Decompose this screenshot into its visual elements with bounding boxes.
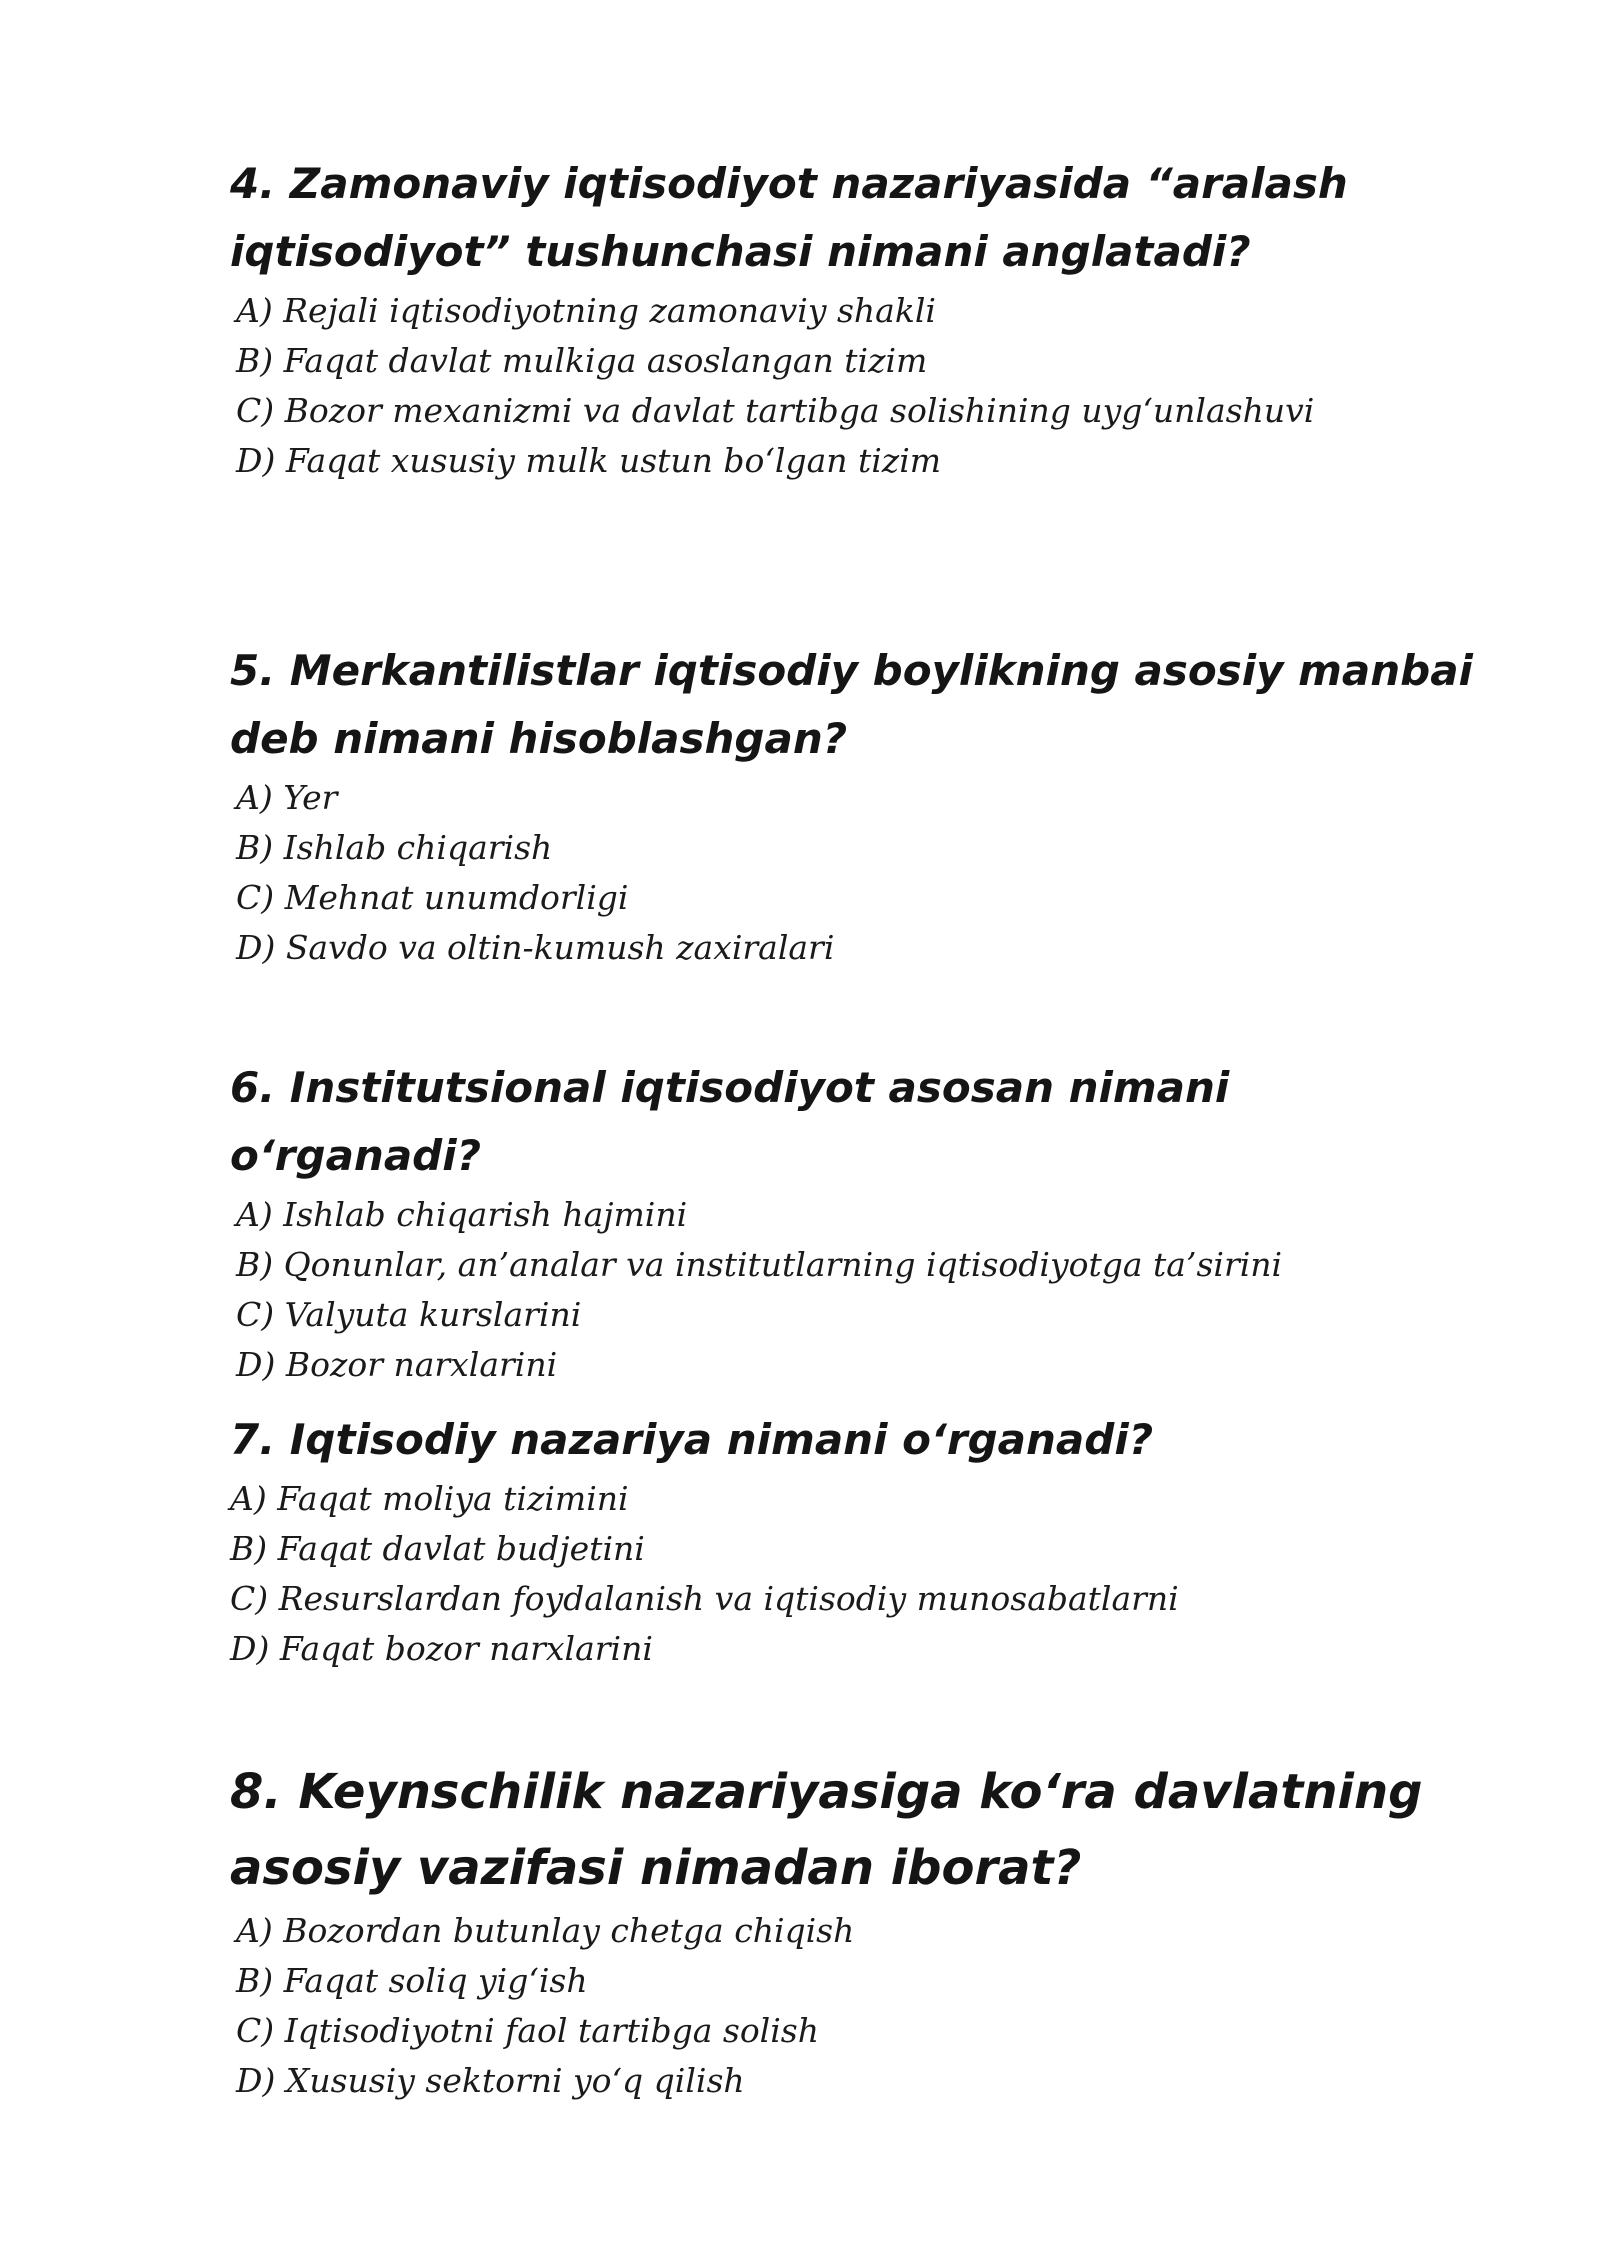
question-title: 6. Institutsional iqtisodiyot asosan nimani o‘rganadi? (230, 1063, 1230, 1180)
answer-option-d: D) Savdo va oltin-kumush zaxiralari (236, 928, 835, 967)
answer-option-c: C) Iqtisodiyotni faol tartibga solish (236, 2011, 819, 2050)
answer-option-b: B) Faqat soliq yig‘ish (236, 1961, 588, 2000)
answer-options (230, 1190, 1490, 1390)
answer-options (230, 1906, 1490, 2106)
answer-options (230, 286, 1490, 486)
answer-option-d: D) Faqat xususiy mulk ustun bo‘lgan tizim (236, 441, 942, 480)
answer-option-a: A) Ishlab chiqarish hajmini (236, 1195, 688, 1234)
question-title: 4. Zamonaviy iqtisodiyot nazariyasida “aralash iqtisodiyot” tushunchasi nimani anglatadi? (230, 159, 1348, 276)
answer-option-a: A) Rejali iqtisodiyotning zamonaviy shakli (236, 291, 936, 330)
question-4 (230, 150, 1490, 486)
answer-option-b: B) Qonunlar, an’analar va institutlarning iqtisodiyotga ta’sirini (236, 1245, 1283, 1284)
answer-options (230, 1474, 1490, 1674)
answer-options (230, 773, 1490, 973)
question-6 (230, 1054, 1490, 1390)
answer-option-c: C) Valyuta kurslarini (236, 1295, 582, 1334)
answer-option-a: A) Faqat moliya tizimini (230, 1479, 629, 1518)
question-title: 8. Keynschilik nazariyasiga ko‘ra davlatning asosiy vazifasi nimadan iborat? (230, 1764, 1423, 1896)
answer-option-c: C) Bozor mexanizmi va davlat tartibga solishining uyg‘unlashuvi (236, 391, 1315, 430)
question-5 (230, 637, 1490, 973)
answer-option-a: A) Bozordan butunlay chetga chiqish (236, 1911, 855, 1950)
answer-option-a: A) Yer (236, 778, 338, 817)
answer-option-b: B) Ishlab chiqarish (236, 828, 553, 867)
answer-option-c: C) Resurslardan foydalanish va iqtisodiy munosabatlarni (230, 1579, 1179, 1618)
answer-option-b: B) Faqat davlat mulkiga asoslangan tizim (236, 341, 928, 380)
answer-option-d: D) Faqat bozor narxlarini (230, 1629, 653, 1668)
answer-option-d: D) Bozor narxlarini (236, 1345, 558, 1384)
answer-option-d: D) Xususiy sektorni yo‘q qilish (236, 2061, 745, 2100)
question-7 (230, 1406, 1490, 1674)
answer-option-c: C) Mehnat unumdorligi (236, 878, 629, 917)
question-title: 7. Iqtisodiy nazariya nimani o‘rganadi? (230, 1415, 1154, 1464)
question-8 (230, 1754, 1490, 2106)
question-title: 5. Merkantilistlar iqtisodiy boylikning asosiy manbai deb nimani hisoblashgan? (230, 646, 1473, 763)
answer-option-b: B) Faqat davlat budjetini (230, 1529, 645, 1568)
